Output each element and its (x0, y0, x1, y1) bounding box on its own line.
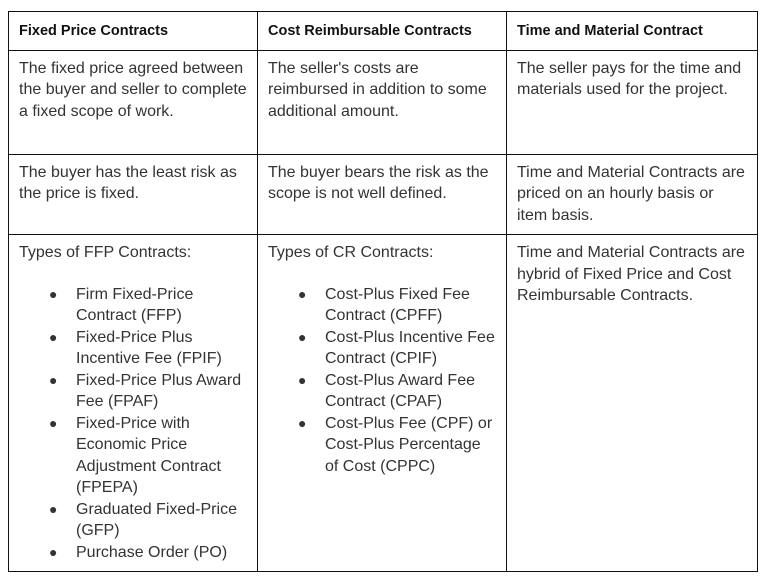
table-row (9, 235, 758, 572)
list-item: ● Purchase Order (PO) (76, 542, 247, 564)
bullet-icon: ● (49, 500, 58, 517)
list-item: ● Fixed-Price Plus Incentive Fee (FPIF) (49, 328, 222, 367)
contract-types-table (8, 11, 758, 572)
table-row (9, 154, 758, 235)
bullet-icon: ● (298, 328, 307, 345)
ffp-types-cell (9, 235, 258, 572)
bullet-icon: ● (49, 371, 58, 388)
ffp-types-list (19, 284, 247, 564)
table-row (9, 50, 758, 154)
list-item: ● Cost-Plus Fixed Fee Contract (CPFF) (298, 285, 470, 324)
list-item: ● Firm Fixed-Price Contract (FFP) (49, 285, 194, 324)
bullet-icon: ● (298, 371, 307, 388)
cost-reimbursable-risk: The buyer bears the risk as the scope is not well defined. (258, 154, 507, 235)
time-and-material-definition: The seller pays for the time and materials used for the project. (507, 50, 758, 154)
cr-types-cell (258, 235, 507, 572)
list-item: ● Cost-Plus Incentive Fee Contract (CPIF) (298, 328, 495, 367)
fixed-price-risk: The buyer has the least risk as the price is fixed. (9, 154, 258, 235)
cr-types-list (268, 284, 496, 478)
list-item: ● Cost-Plus Fee (CPF) or Cost-Plus Percentage of Cost (CPPC) (298, 414, 493, 475)
header-cost-reimbursable: Cost Reimbursable Contracts (258, 12, 507, 51)
list-item: ● Fixed-Price with Economic Price Adjustment Contract (FPEPA) (49, 414, 221, 496)
cr-types-intro: Types of CR Contracts: (268, 244, 434, 261)
table-header-row (9, 12, 758, 51)
bullet-icon: ● (49, 414, 58, 431)
list-item: ● Cost-Plus Award Fee Contract (CPAF) (298, 371, 475, 410)
bullet-icon: ● (298, 285, 307, 302)
list-item: ● Fixed-Price Plus Award Fee (FPAF) (49, 371, 242, 410)
header-fixed-price: Fixed Price Contracts (9, 12, 258, 51)
bullet-icon: ● (49, 285, 58, 302)
bullet-icon: ● (49, 543, 58, 560)
time-and-material-hybrid: Time and Material Contracts are hybrid of Fixed Price and Cost Reimbursable Contracts. (507, 235, 758, 572)
bullet-icon: ● (49, 328, 58, 345)
ffp-types-intro: Types of FFP Contracts: (19, 244, 192, 261)
header-time-and-material: Time and Material Contract (507, 12, 758, 51)
cost-reimbursable-definition: The seller's costs are reimbursed in addition to some additional amount. (258, 50, 507, 154)
list-item: ● Graduated Fixed-Price (GFP) (49, 500, 237, 539)
bullet-icon: ● (298, 414, 307, 431)
fixed-price-definition: The fixed price agreed between the buyer and seller to complete a fixed scope of work. (9, 50, 258, 154)
time-and-material-pricing: Time and Material Contracts are priced on an hourly basis or item basis. (507, 154, 758, 235)
